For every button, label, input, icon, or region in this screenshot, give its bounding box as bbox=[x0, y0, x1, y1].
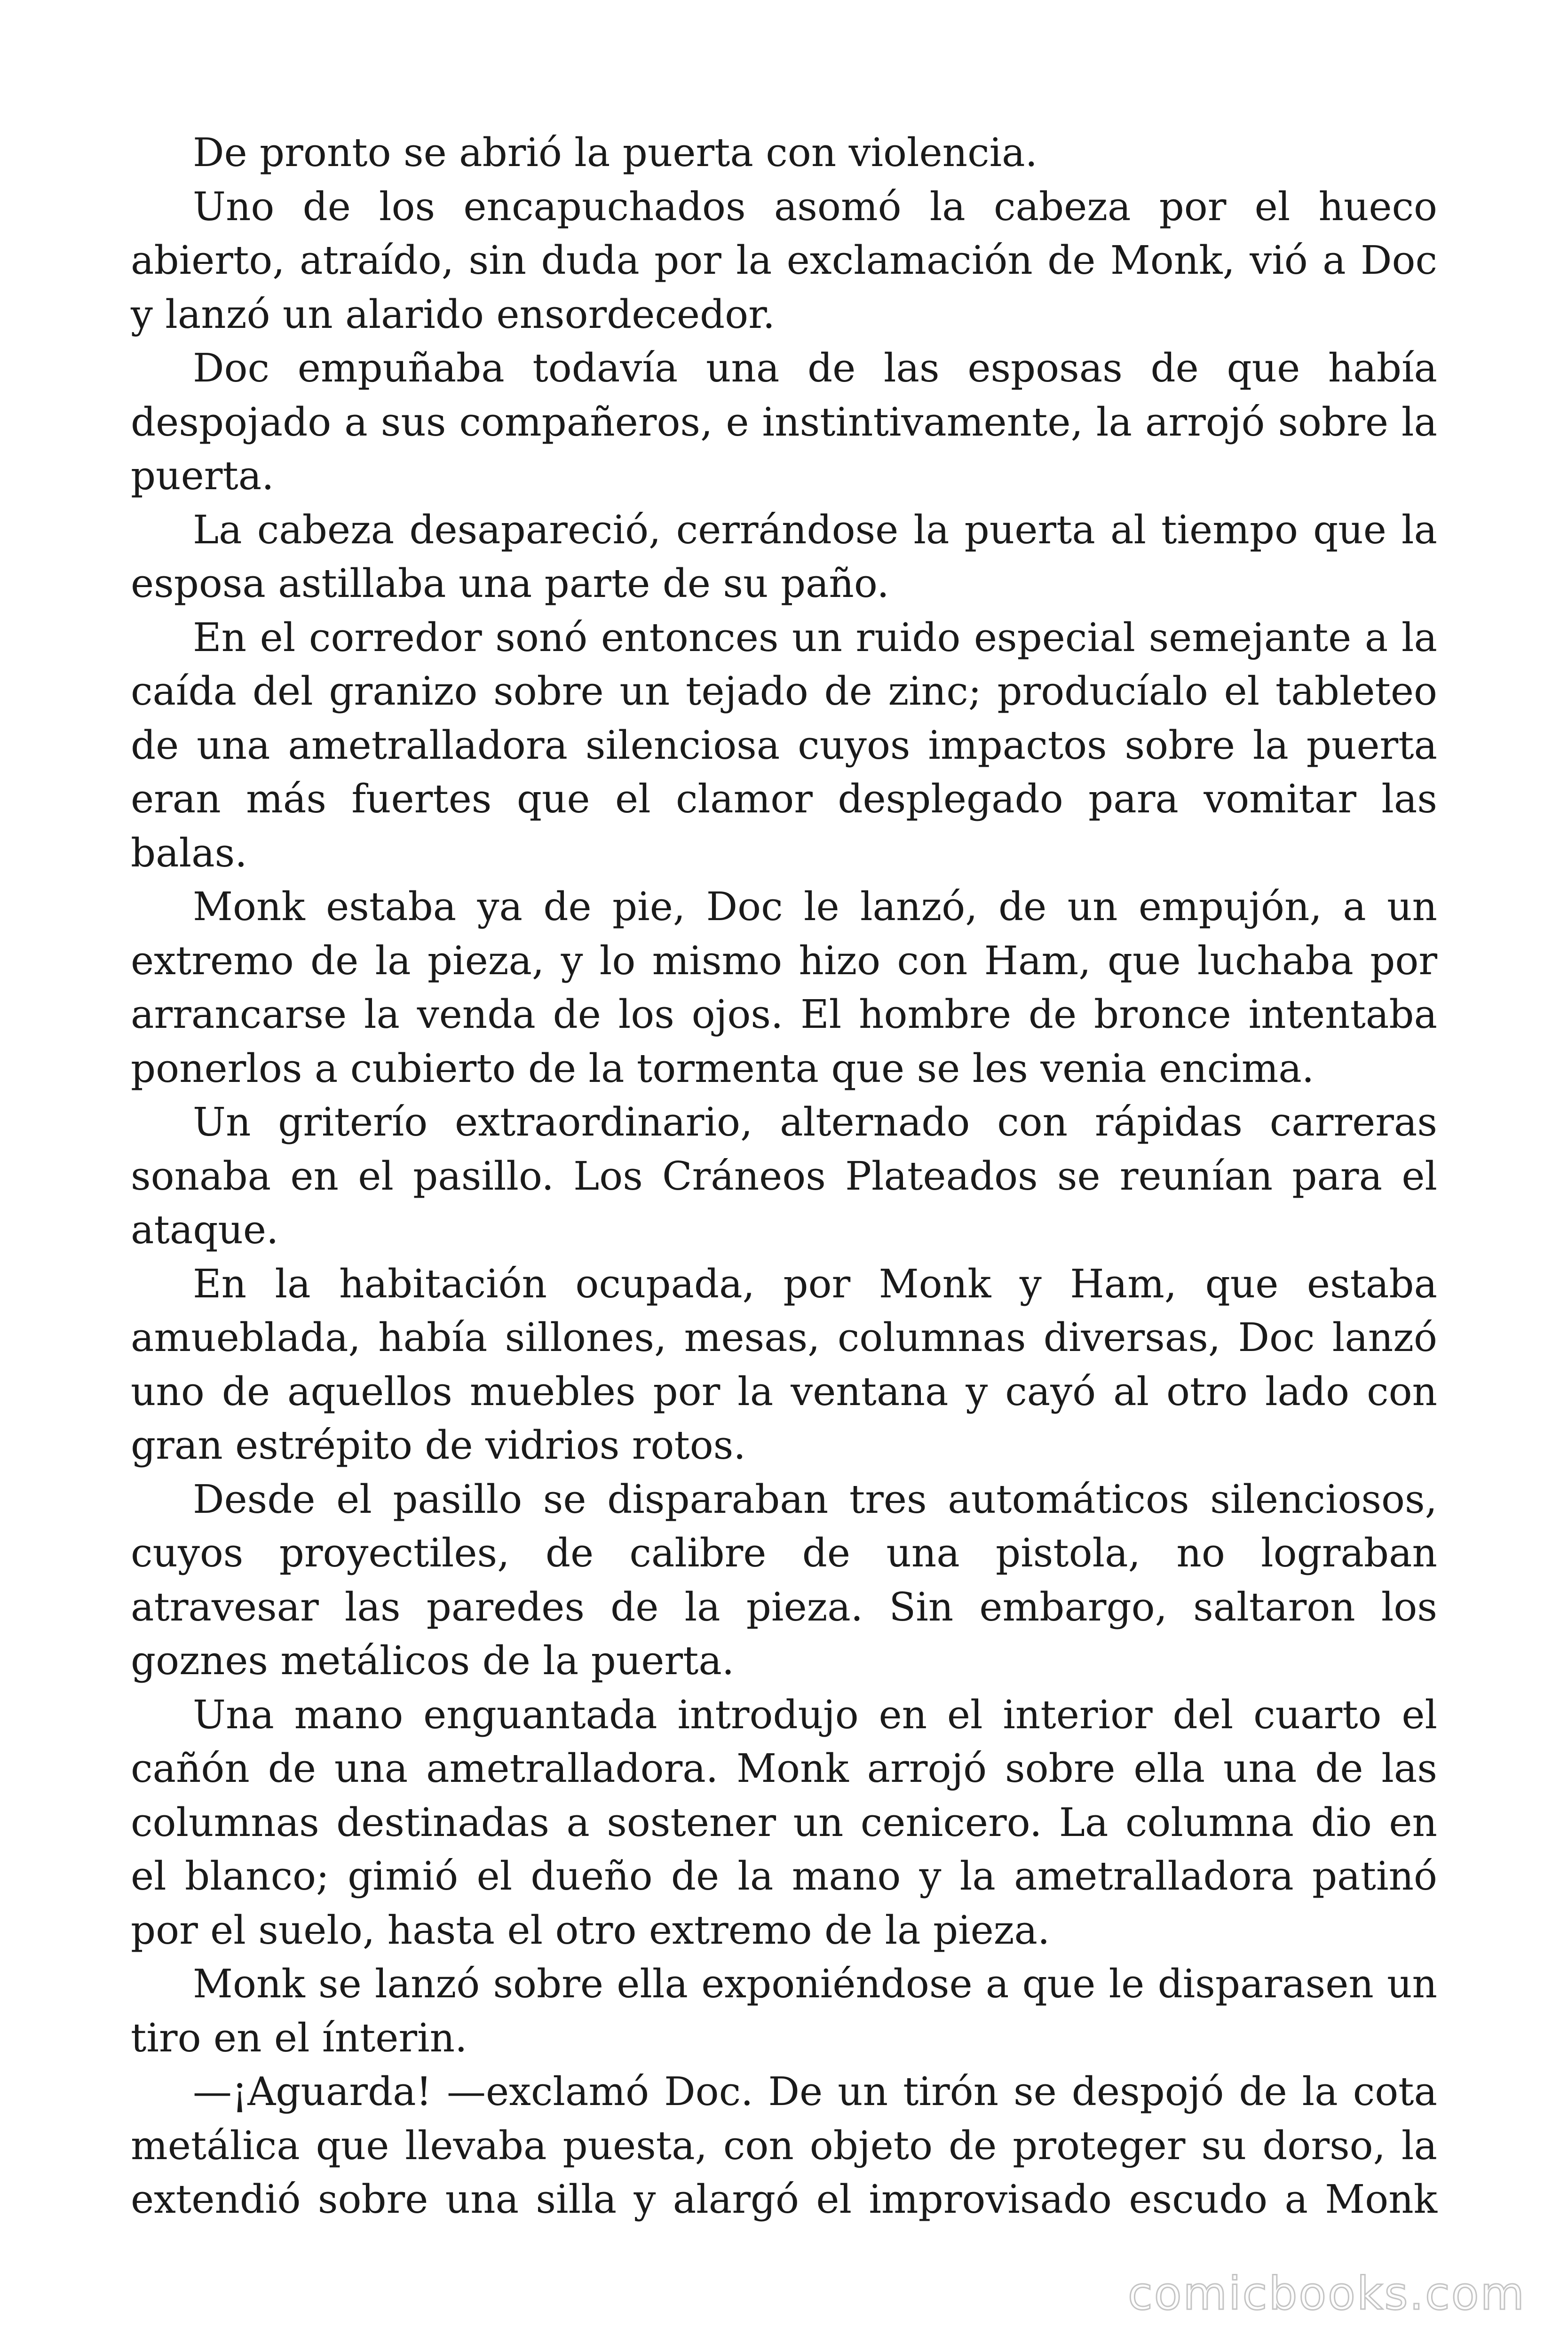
paragraph: —¡Aguarda! —exclamó Doc. De un tirón se despojó de la cota metálica que llevaba puesta, con objeto de proteger su dorso, la extendió sobre una silla y alargó el improvisado escudo a Monk bbox=[131, 2069, 1437, 2222]
paragraph: Una mano enguantada introdujo en el interior del cuarto el cañón de una ametralladora. Monk arrojó sobre ella una de las columnas destinadas a sostener un cenicero. La columna dio en el blanco; gimió el dueño de la mano y la ametralladora patinó por el suelo, hasta el otro extremo de la pieza. bbox=[131, 1692, 1437, 1953]
body-text bbox=[131, 126, 1437, 2227]
paragraph: Monk estaba ya de pie, Doc le lanzó, de un empujón, a un extremo de la pieza, y lo mismo hizo con Ham, que luchaba por arrancarse la venda de los ojos. El hombre de bronce intentaba ponerlos a cubierto de la tormenta que se les venia encima. bbox=[131, 884, 1437, 1091]
watermark: comicbooks.com bbox=[1127, 2267, 1526, 2320]
paragraph: Uno de los encapuchados asomó la cabeza por el hueco abierto, atraído, sin duda por la exclamación de Monk, vió a Doc y lanzó un alarido ensordecedor. bbox=[131, 183, 1437, 337]
paragraph: De pronto se abrió la puerta con violencia. bbox=[193, 130, 1038, 175]
paragraph: Desde el pasillo se disparaban tres automáticos silenciosos, cuyos proyectiles, de calibre de una pistola, no lograban atravesar las paredes de la pieza. Sin embargo, saltaron los goznes metálicos de la puerta. bbox=[131, 1476, 1437, 1684]
paragraph: Un griterío extraordinario, alternado con rápidas carreras sonaba en el pasillo. Los Cráneos Plateados se reunían para el ataque. bbox=[131, 1099, 1437, 1253]
paragraph: Monk se lanzó sobre ella exponiéndose a que le disparasen un tiro en el ínterin. bbox=[131, 1961, 1437, 2061]
paragraph: Doc empuñaba todavía una de las esposas de que había despojado a sus compañeros, e instintivamente, la arrojó sobre la puerta. bbox=[131, 345, 1437, 499]
paragraph: En el corredor sonó entonces un ruido especial semejante a la caída del granizo sobre un tejado de zinc; producíalo el tableteo de una ametralladora silenciosa cuyos impactos sobre la puerta eran más fuertes que el clamor desplegado para vomitar las balas. bbox=[131, 614, 1437, 876]
paragraph: En la habitación ocupada, por Monk y Ham, que estaba amueblada, había sillones, mesas, columnas diversas, Doc lanzó uno de aquellos muebles por la ventana y cayó al otro lado con gran estrépito de vidrios rotos. bbox=[131, 1261, 1437, 1468]
paragraph: La cabeza desapareció, cerrándose la puerta al tiempo que la esposa astillaba una parte de su paño. bbox=[131, 507, 1437, 606]
